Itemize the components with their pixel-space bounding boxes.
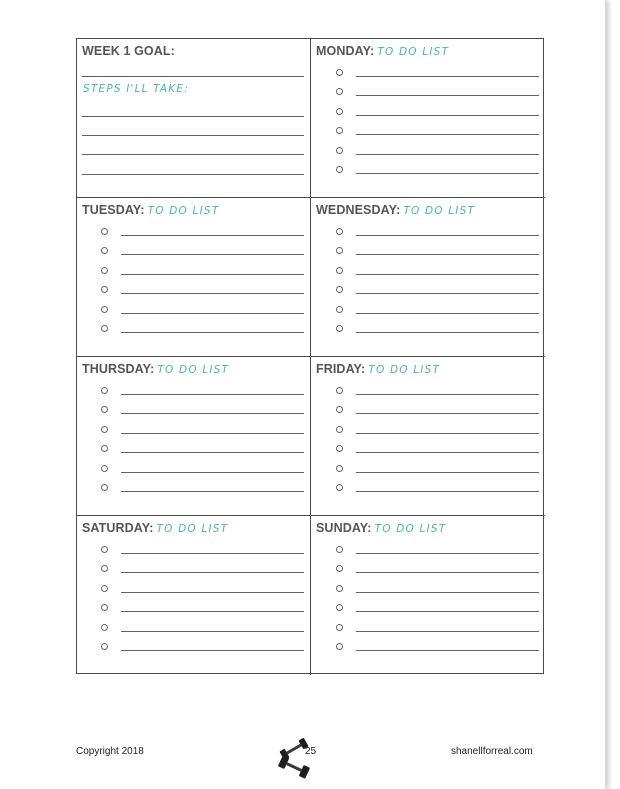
checkbox-circle-icon[interactable] [336, 546, 343, 553]
checkbox-circle-icon[interactable] [336, 147, 343, 154]
checkbox-circle-icon[interactable] [336, 643, 343, 650]
todo-write-line[interactable] [356, 452, 539, 453]
checkbox-circle-icon[interactable] [336, 624, 343, 631]
page-number: 25 [305, 746, 317, 757]
day-title [82, 201, 219, 219]
checkbox-circle-icon[interactable] [101, 546, 108, 553]
day-cell-sunday [311, 516, 545, 675]
todo-write-line[interactable] [356, 134, 539, 135]
step-write-line[interactable] [82, 174, 304, 175]
checkbox-circle-icon[interactable] [336, 247, 343, 254]
todo-list-tag: TO DO LIST [403, 205, 476, 217]
checkbox-circle-icon[interactable] [336, 565, 343, 572]
todo-write-line[interactable] [121, 394, 304, 395]
day-title [316, 42, 449, 60]
todo-write-line[interactable] [121, 413, 304, 414]
todo-write-line[interactable] [121, 491, 304, 492]
checkbox-circle-icon[interactable] [336, 69, 343, 76]
checkbox-circle-icon[interactable] [336, 267, 343, 274]
todo-write-line[interactable] [121, 631, 304, 632]
day-name: TUESDAY: [82, 203, 145, 217]
day-name: WEDNESDAY: [316, 203, 401, 217]
checkbox-circle-icon[interactable] [101, 325, 108, 332]
week-goal-label: WEEK 1 GOAL: [82, 44, 175, 58]
checkbox-circle-icon[interactable] [336, 484, 343, 491]
todo-list-tag: TO DO LIST [157, 364, 230, 376]
todo-write-line[interactable] [356, 154, 539, 155]
checkbox-circle-icon[interactable] [336, 426, 343, 433]
todo-write-line[interactable] [121, 293, 304, 294]
day-cell-thursday [77, 357, 311, 516]
checkbox-circle-icon[interactable] [101, 465, 108, 472]
day-cell-wednesday [311, 198, 545, 357]
todo-write-line[interactable] [121, 274, 304, 275]
todo-write-line[interactable] [356, 650, 539, 651]
checkbox-circle-icon[interactable] [101, 643, 108, 650]
todo-list-tag: TO DO LIST [374, 523, 447, 535]
todo-write-line[interactable] [356, 313, 539, 314]
todo-write-line[interactable] [356, 413, 539, 414]
todo-write-line[interactable] [121, 592, 304, 593]
todo-list-tag: TO DO LIST [377, 46, 450, 58]
todo-write-line[interactable] [121, 611, 304, 612]
checkbox-circle-icon[interactable] [101, 445, 108, 452]
day-name: SUNDAY: [316, 521, 372, 535]
step-write-line[interactable] [82, 116, 304, 117]
copyright-text: Copyright 2018 [76, 746, 144, 757]
day-name: THURSDAY: [82, 362, 155, 376]
checkbox-circle-icon[interactable] [336, 585, 343, 592]
checkbox-circle-icon[interactable] [336, 406, 343, 413]
checkbox-circle-icon[interactable] [336, 465, 343, 472]
week-goal-title [82, 42, 175, 60]
checkbox-circle-icon[interactable] [101, 247, 108, 254]
todo-write-line[interactable] [356, 254, 539, 255]
todo-write-line[interactable] [356, 394, 539, 395]
todo-write-line[interactable] [121, 313, 304, 314]
day-name: MONDAY: [316, 44, 375, 58]
todo-write-line[interactable] [121, 572, 304, 573]
checkbox-circle-icon[interactable] [101, 406, 108, 413]
day-title [316, 519, 446, 537]
weekly-planner-grid [76, 38, 544, 674]
checkbox-circle-icon[interactable] [336, 88, 343, 95]
todo-write-line[interactable] [356, 433, 539, 434]
todo-write-line[interactable] [356, 293, 539, 294]
day-title [316, 360, 440, 378]
checkbox-circle-icon[interactable] [336, 286, 343, 293]
todo-write-line[interactable] [356, 115, 539, 116]
step-write-line[interactable] [82, 135, 304, 136]
todo-write-line[interactable] [356, 76, 539, 77]
checkbox-circle-icon[interactable] [336, 127, 343, 134]
checkbox-circle-icon[interactable] [101, 565, 108, 572]
todo-write-line[interactable] [121, 650, 304, 651]
todo-write-line[interactable] [121, 452, 304, 453]
todo-write-line[interactable] [121, 472, 304, 473]
checkbox-circle-icon[interactable] [101, 228, 108, 235]
website-text: shanellforreal.com [451, 746, 533, 757]
todo-write-line[interactable] [356, 95, 539, 96]
todo-list-tag: TO DO LIST [156, 523, 229, 535]
step-write-line[interactable] [82, 154, 304, 155]
todo-write-line[interactable] [356, 274, 539, 275]
checkbox-circle-icon[interactable] [101, 604, 108, 611]
checkbox-circle-icon[interactable] [336, 108, 343, 115]
todo-write-line[interactable] [121, 254, 304, 255]
day-cell-saturday [77, 516, 311, 675]
todo-write-line[interactable] [121, 235, 304, 236]
checkbox-circle-icon[interactable] [101, 286, 108, 293]
steps-label: STEPS I'LL TAKE: [83, 83, 189, 95]
day-cell-tuesday [77, 198, 311, 357]
todo-write-line[interactable] [356, 631, 539, 632]
todo-write-line[interactable] [356, 491, 539, 492]
checkbox-circle-icon[interactable] [336, 166, 343, 173]
checkbox-circle-icon[interactable] [336, 306, 343, 313]
todo-write-line[interactable] [356, 472, 539, 473]
checkbox-circle-icon[interactable] [336, 228, 343, 235]
todo-list-tag: TO DO LIST [147, 205, 220, 217]
day-name: SATURDAY: [82, 521, 154, 535]
checkbox-circle-icon[interactable] [101, 387, 108, 394]
todo-write-line[interactable] [121, 433, 304, 434]
day-title [82, 519, 228, 537]
todo-write-line[interactable] [356, 235, 539, 236]
todo-write-line[interactable] [121, 332, 304, 333]
day-cell-monday [311, 39, 545, 198]
todo-write-line[interactable] [356, 572, 539, 573]
todo-write-line[interactable] [121, 553, 304, 554]
checkbox-circle-icon[interactable] [101, 267, 108, 274]
todo-write-line[interactable] [356, 592, 539, 593]
checkbox-circle-icon[interactable] [101, 624, 108, 631]
checkbox-circle-icon[interactable] [101, 585, 108, 592]
goal-write-line[interactable] [82, 76, 304, 77]
day-title [316, 201, 475, 219]
checkbox-circle-icon[interactable] [336, 387, 343, 394]
week-goal-cell [77, 39, 311, 198]
day-name: FRIDAY: [316, 362, 366, 376]
checkbox-circle-icon[interactable] [336, 445, 343, 452]
checkbox-circle-icon[interactable] [336, 604, 343, 611]
checkbox-circle-icon[interactable] [101, 426, 108, 433]
todo-write-line[interactable] [356, 332, 539, 333]
todo-write-line[interactable] [356, 553, 539, 554]
day-cell-friday [311, 357, 545, 516]
checkbox-circle-icon[interactable] [336, 325, 343, 332]
todo-list-tag: TO DO LIST [368, 364, 441, 376]
checkbox-circle-icon[interactable] [101, 484, 108, 491]
day-title [82, 360, 229, 378]
checkbox-circle-icon[interactable] [101, 306, 108, 313]
todo-write-line[interactable] [356, 611, 539, 612]
todo-write-line[interactable] [356, 173, 539, 174]
dumbbell-icon [274, 737, 317, 779]
